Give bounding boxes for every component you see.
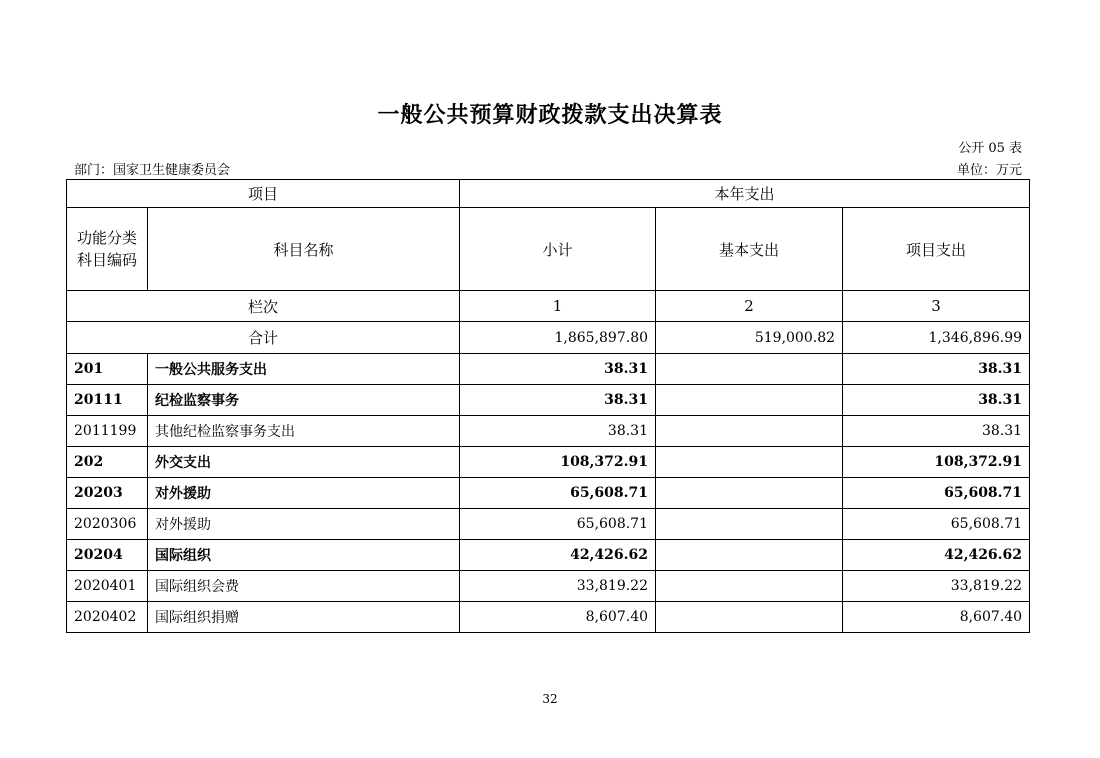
row-basic xyxy=(656,571,843,602)
column-header-basic: 基本支出 xyxy=(656,208,843,291)
row-code: 202 xyxy=(67,447,148,478)
row-project: 38.31 xyxy=(843,354,1030,385)
column-index-3: 3 xyxy=(843,291,1030,322)
row-code: 2020402 xyxy=(67,602,148,633)
row-subtotal: 42,426.62 xyxy=(460,540,656,571)
header-item: 项目 xyxy=(67,180,460,208)
row-name: 国际组织 xyxy=(148,540,460,571)
row-name: 对外援助 xyxy=(148,509,460,540)
row-basic xyxy=(656,478,843,509)
page-number: 32 xyxy=(542,692,558,706)
row-basic xyxy=(656,354,843,385)
document-title: 一般公共预算财政拨款支出决算表 xyxy=(377,102,723,128)
unit-label: 单位：万元 xyxy=(956,163,1022,178)
column-header-code: 功能分类科目编码 xyxy=(67,208,148,291)
row-subtotal: 8,607.40 xyxy=(460,602,656,633)
row-subtotal: 65,608.71 xyxy=(460,509,656,540)
table-body xyxy=(67,354,1030,633)
row-subtotal: 108,372.91 xyxy=(460,447,656,478)
row-subtotal: 33,819.22 xyxy=(460,571,656,602)
header-row-top xyxy=(67,180,1030,208)
row-project: 65,608.71 xyxy=(843,478,1030,509)
table-row xyxy=(67,571,1030,602)
row-basic xyxy=(656,540,843,571)
column-index-row xyxy=(67,291,1030,322)
row-code: 201 xyxy=(67,354,148,385)
row-name: 国际组织捐赠 xyxy=(148,602,460,633)
table-row xyxy=(67,354,1030,385)
row-code: 20111 xyxy=(67,385,148,416)
row-subtotal: 38.31 xyxy=(460,385,656,416)
column-index-1: 1 xyxy=(460,291,656,322)
table-row xyxy=(67,602,1030,633)
row-code: 20204 xyxy=(67,540,148,571)
row-project: 38.31 xyxy=(843,385,1030,416)
row-project: 38.31 xyxy=(843,416,1030,447)
row-name: 其他纪检监察事务支出 xyxy=(148,416,460,447)
row-basic xyxy=(656,416,843,447)
column-header-name: 科目名称 xyxy=(148,208,460,291)
row-project: 33,819.22 xyxy=(843,571,1030,602)
total-label: 合计 xyxy=(67,322,460,354)
table-row xyxy=(67,540,1030,571)
table-row xyxy=(67,385,1030,416)
budget-table xyxy=(66,179,1030,633)
row-basic xyxy=(656,447,843,478)
row-basic xyxy=(656,602,843,633)
row-project: 42,426.62 xyxy=(843,540,1030,571)
table-row xyxy=(67,416,1030,447)
total-project: 1,346,896.99 xyxy=(843,322,1030,354)
column-header-project: 项目支出 xyxy=(843,208,1030,291)
table-row xyxy=(67,447,1030,478)
row-code: 2011199 xyxy=(67,416,148,447)
row-code: 20203 xyxy=(67,478,148,509)
header-expense: 本年支出 xyxy=(460,180,1030,208)
row-name: 对外援助 xyxy=(148,478,460,509)
row-subtotal: 65,608.71 xyxy=(460,478,656,509)
row-name: 一般公共服务支出 xyxy=(148,354,460,385)
row-basic xyxy=(656,509,843,540)
header-row-columns xyxy=(67,208,1030,291)
column-index-label: 栏次 xyxy=(67,291,460,322)
total-row xyxy=(67,322,1030,354)
total-subtotal: 1,865,897.80 xyxy=(460,322,656,354)
column-header-subtotal: 小计 xyxy=(460,208,656,291)
row-project: 108,372.91 xyxy=(843,447,1030,478)
row-name: 外交支出 xyxy=(148,447,460,478)
row-basic xyxy=(656,385,843,416)
table-row xyxy=(67,509,1030,540)
department-label: 部门：国家卫生健康委员会 xyxy=(74,163,231,178)
row-code: 2020306 xyxy=(67,509,148,540)
column-index-2: 2 xyxy=(656,291,843,322)
row-name: 国际组织会费 xyxy=(148,571,460,602)
form-number: 公开 05 表 xyxy=(958,141,1022,156)
row-subtotal: 38.31 xyxy=(460,354,656,385)
total-basic: 519,000.82 xyxy=(656,322,843,354)
row-project: 8,607.40 xyxy=(843,602,1030,633)
row-subtotal: 38.31 xyxy=(460,416,656,447)
table-row xyxy=(67,478,1030,509)
row-code: 2020401 xyxy=(67,571,148,602)
row-name: 纪检监察事务 xyxy=(148,385,460,416)
row-project: 65,608.71 xyxy=(843,509,1030,540)
